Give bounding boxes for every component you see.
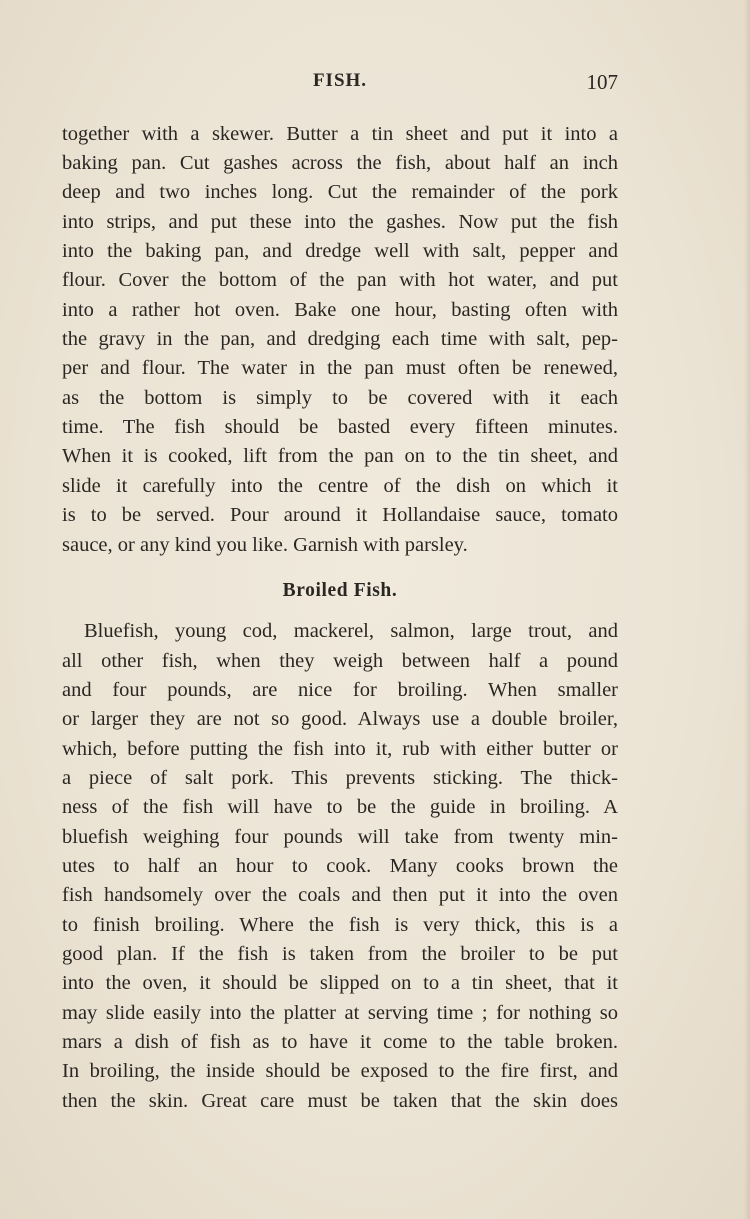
text-line: into the oven, it should be slipped on to a tin sheet, that it <box>62 972 618 994</box>
text-line: time. The fish should be basted every fifteen minutes. <box>62 416 618 438</box>
text-line: to finish broiling. Where the fish is very thick, this is a <box>62 914 618 936</box>
text-line: slide it carefully into the centre of the dish on which it <box>62 475 618 497</box>
text-line: deep and two inches long. Cut the remainder of the pork <box>62 181 618 203</box>
text-line: into strips, and put these into the gashes. Now put the fish <box>62 211 618 233</box>
text-line: In broiling, the inside should be exposed to the fire first, and <box>62 1060 618 1082</box>
text-line: together with a skewer. Butter a tin sheet and put it into a <box>62 123 618 145</box>
page-number: 107 <box>586 70 618 94</box>
text-line: baking pan. Cut gashes across the fish, about half an inch <box>62 152 618 174</box>
text-line: and four pounds, are nice for broiling. When smaller <box>62 679 618 701</box>
text-line: When it is cooked, lift from the pan on to the tin sheet, and <box>62 445 618 467</box>
text-line: then the skin. Great care must be taken that the skin does <box>62 1090 618 1112</box>
text-line: mars a dish of fish as to have it come to the table broken. <box>62 1031 618 1053</box>
text-line: sauce, or any kind you like. Garnish with parsley. <box>62 534 468 556</box>
text-line: Bluefish, young cod, mackerel, salmon, large trout, and <box>84 620 618 642</box>
running-head <box>62 70 618 96</box>
text-line: the gravy in the pan, and dredging each time with salt, pep- <box>62 328 618 350</box>
text-line: per and flour. The water in the pan must often be renewed, <box>62 357 618 379</box>
text-line: all other fish, when they weigh between half a pound <box>62 650 618 672</box>
text-line: may slide easily into the platter at serving time ; for nothing so <box>62 1002 618 1024</box>
text-line: good plan. If the fish is taken from the broiler to be put <box>62 943 618 965</box>
text-line: a piece of salt pork. This prevents sticking. The thick- <box>62 767 618 789</box>
text-line: into a rather hot oven. Bake one hour, basting often with <box>62 299 618 321</box>
text-line: which, before putting the fish into it, rub with either butter or <box>62 738 618 760</box>
text-line: as the bottom is simply to be covered with it each <box>62 387 618 409</box>
text-line: fish handsomely over the coals and then put it into the oven <box>62 884 618 906</box>
section-heading: Broiled Fish. <box>282 580 398 601</box>
text-line: or larger they are not so good. Always use a double broiler, <box>62 708 618 730</box>
text-line: is to be served. Pour around it Hollandaise sauce, tomato <box>62 504 618 526</box>
text-line: into the baking pan, and dredge well with salt, pepper and <box>62 240 618 262</box>
text-line: ness of the fish will have to be the guide in broiling. A <box>62 796 618 818</box>
text-line: flour. Cover the bottom of the pan with hot water, and put <box>62 269 618 291</box>
running-title: FISH. <box>312 70 368 91</box>
text-line: bluefish weighing four pounds will take from twenty min- <box>62 826 618 848</box>
text-line: utes to half an hour to cook. Many cooks brown the <box>62 855 618 877</box>
